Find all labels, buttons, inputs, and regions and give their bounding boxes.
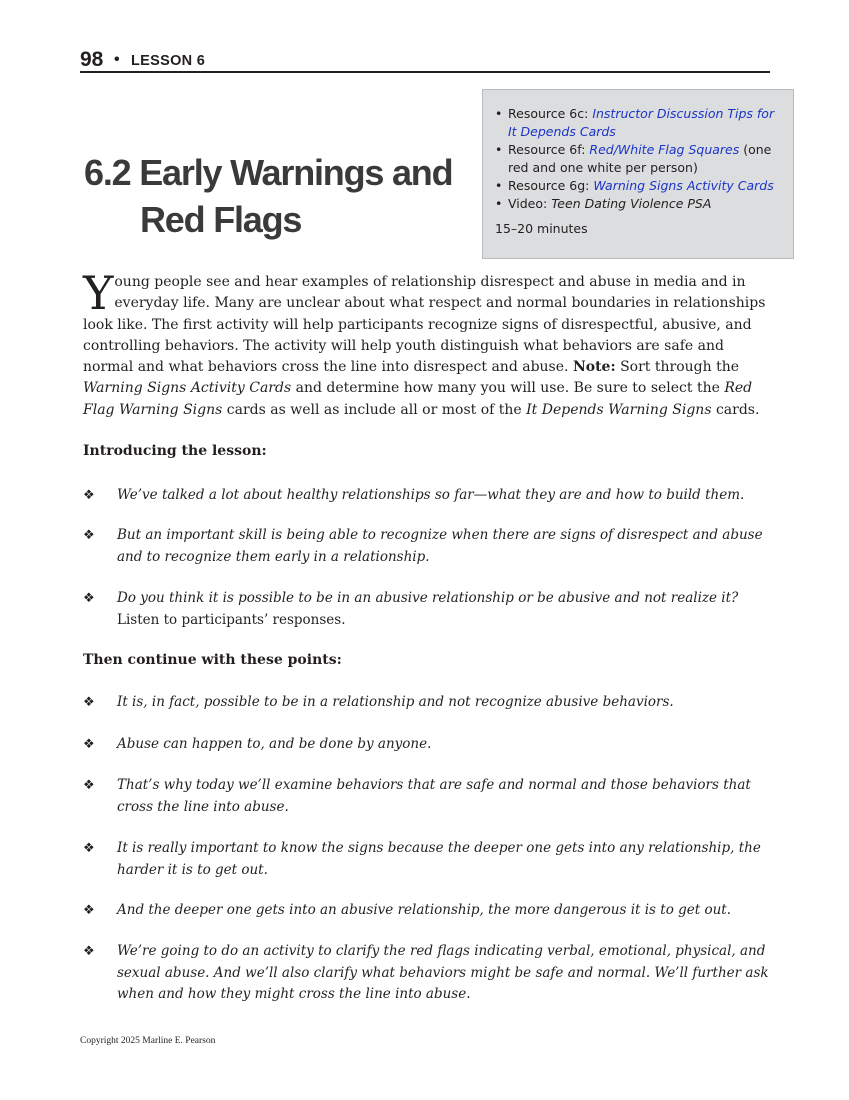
diamond-bullet-icon: ❖ (83, 528, 95, 543)
resources-list (495, 105, 783, 213)
bullet-item: ❖ And the deeper one gets into an abusive relationship, the more dangerous it is to get out. (83, 900, 777, 922)
intro-paragraph: Young people see and hear examples of relationship disrespect and abuse in media and in everyday life. Many are unclear about what respect and normal boundaries in relationships look like. The first activity will help participants recognize signs of disrespectful, abusive, and controlling behaviors. The activity will help youth distinguish what behaviors are safe and normal and what behaviors cross the line into disrespect and abuse. Note: Sort through the Warning Signs Activity Cards and determine how many you will use. Be sure to select the Red Flag Warning Signs cards as well as include all or most of the It Depends Warning Signs cards. (83, 266, 766, 418)
page-number: 98 (80, 48, 104, 71)
resources-box (482, 89, 794, 259)
bullet-item: ❖ Do you think it is possible to be in an abusive relationship or be abusive and not realize it? Listen to participants’ responses. (83, 590, 739, 628)
bullet-item: ❖ Abuse can happen to, and be done by anyone. (83, 734, 777, 756)
diamond-bullet-icon: ❖ (83, 903, 95, 918)
note-label: Note: (572, 359, 616, 376)
drop-cap: Y (83, 266, 114, 320)
video-title: Teen Dating Violence PSA (551, 196, 712, 211)
resource-link[interactable]: Instructor Discussion Tips for It Depends Cards (508, 106, 775, 139)
diamond-bullet-icon: ❖ (83, 778, 95, 793)
bullet-item: ❖ That’s why today we’ll examine behaviors that are safe and normal and those behaviors that cross the line into abuse. (83, 777, 751, 815)
resource-link[interactable]: Warning Signs Activity Cards (593, 178, 774, 193)
diamond-bullet-icon: ❖ (83, 737, 95, 752)
bullet-item: ❖ We’re going to do an activity to clarify the red flags indicating verbal, emotional, physical, and sexual abuse. And we’ll also clarify what behaviors might be safe and normal. We’ll further ask when and how they might cross the line into abuse. (83, 943, 769, 1002)
subheading-continue: Then continue with these points: (83, 652, 342, 668)
section-title-line-1: 6.2 Early Warnings and (84, 152, 453, 193)
lesson-label: LESSON 6 (131, 53, 206, 69)
diamond-bullet-icon: ❖ (83, 695, 95, 710)
resource-item: • Resource 6g: Warning Signs Activity Cards (495, 177, 783, 195)
bullet-item: ❖ It is, in fact, possible to be in a relationship and not recognize abusive behaviors. (83, 692, 777, 714)
diamond-bullet-icon: ❖ (83, 944, 95, 959)
resource-item: • Resource 6c: Instructor Discussion Tips for It Depends Cards (495, 105, 783, 141)
bullet-item: ❖ We’ve talked a lot about healthy relationships so far—what they are and how to build them. (83, 485, 777, 507)
resource-item: • Resource 6f: Red/White Flag Squares (one red and one white per person) (495, 141, 783, 177)
section-title (84, 149, 464, 243)
page-header (80, 47, 770, 73)
subheading-introducing: Introducing the lesson: (83, 443, 267, 459)
diamond-bullet-icon: ❖ (83, 488, 95, 503)
resource-link[interactable]: Red/White Flag Squares (589, 142, 740, 157)
diamond-bullet-icon: ❖ (83, 591, 95, 606)
header-separator: • (114, 51, 120, 68)
section-title-line-2: Red Flags (140, 199, 302, 240)
copyright-notice: Copyright 2025 Marline E. Pearson (80, 1036, 216, 1046)
resource-item-video: • Video: Teen Dating Violence PSA (495, 195, 783, 213)
bullet-item: ❖ It is really important to know the signs because the deeper one gets into any relationship, the harder it is to get out. (83, 840, 761, 878)
bullet-item: ❖ But an important skill is being able to recognize when there are signs of disrespect and abuse and to recognize them early in a relationship. (83, 527, 763, 565)
diamond-bullet-icon: ❖ (83, 841, 95, 856)
duration: 15–20 minutes (495, 221, 588, 236)
